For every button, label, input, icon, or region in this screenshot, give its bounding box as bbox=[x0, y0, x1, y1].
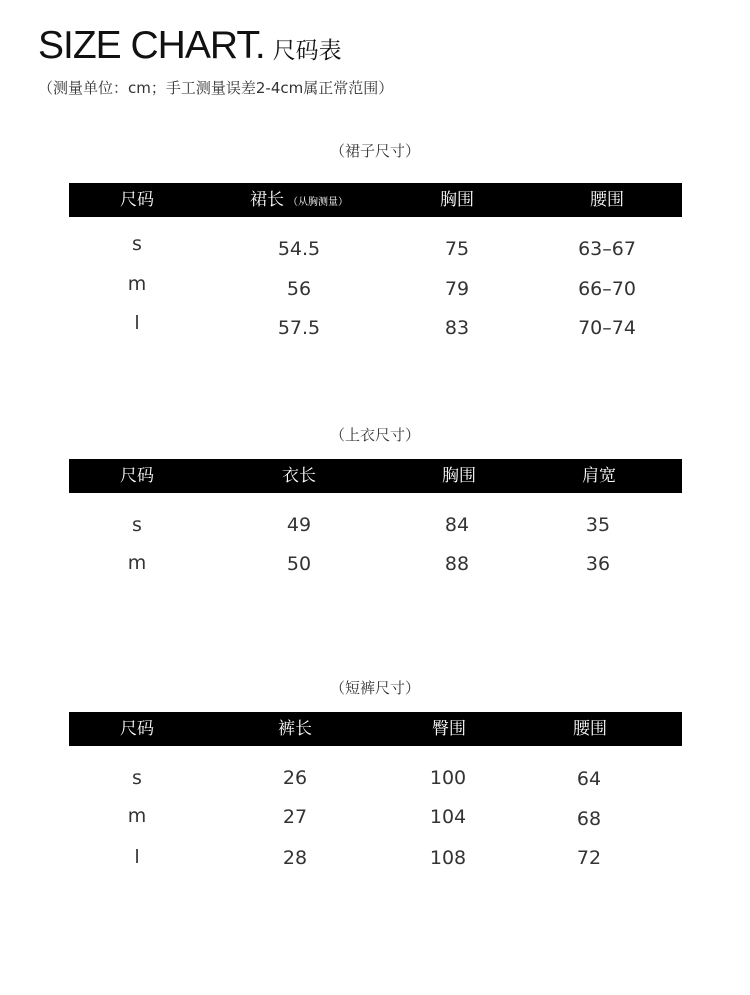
header-cell-bust: 胸围 bbox=[440, 190, 474, 210]
value-cell: 36 bbox=[585, 553, 611, 575]
header-cell-dress-length bbox=[250, 183, 348, 220]
value-cell: 35 bbox=[585, 514, 611, 536]
value-cell: 56 bbox=[286, 278, 312, 300]
value-cell: 63–67 bbox=[578, 238, 636, 260]
header-cell-shoulder: 肩宽 bbox=[582, 466, 616, 486]
shorts-table-header bbox=[69, 712, 682, 746]
header-cell-hip: 臀围 bbox=[432, 719, 466, 739]
value-cell: 83 bbox=[444, 317, 470, 339]
size-cell: m bbox=[127, 805, 147, 827]
page-title-row bbox=[38, 24, 342, 68]
header-cell-pants-length: 裤长 bbox=[278, 719, 312, 739]
value-cell: 104 bbox=[429, 806, 467, 828]
value-cell: 72 bbox=[576, 847, 602, 869]
top-table-header bbox=[69, 459, 682, 493]
measurement-note: （测量单位：cm；手工测量误差2-4cm属正常范围） bbox=[38, 79, 394, 97]
value-cell: 49 bbox=[286, 514, 312, 536]
dress-table-header bbox=[69, 183, 682, 217]
header-cell-size: 尺码 bbox=[120, 719, 154, 739]
header-cell-waist: 腰围 bbox=[590, 190, 624, 210]
size-cell: s bbox=[132, 233, 142, 255]
header-cell-size: 尺码 bbox=[120, 190, 154, 210]
size-cell: s bbox=[132, 514, 142, 536]
size-cell: m bbox=[127, 273, 147, 295]
value-cell: 79 bbox=[444, 278, 470, 300]
value-cell: 70–74 bbox=[578, 317, 636, 339]
header-cell-bust: 胸围 bbox=[442, 466, 476, 486]
size-cell: m bbox=[127, 552, 147, 574]
size-cell: s bbox=[132, 767, 142, 789]
value-cell: 100 bbox=[429, 767, 467, 789]
page-title-cn: 尺码表 bbox=[272, 38, 342, 64]
value-cell: 57.5 bbox=[277, 317, 321, 339]
value-cell: 26 bbox=[282, 767, 308, 789]
header-cell-length: 衣长 bbox=[282, 466, 316, 486]
shorts-table-title: （短裤尺寸） bbox=[329, 679, 420, 697]
value-cell: 66–70 bbox=[578, 278, 636, 300]
value-cell: 27 bbox=[282, 806, 308, 828]
top-table-title: （上衣尺寸） bbox=[329, 426, 420, 444]
header-note: （从胸测量） bbox=[288, 197, 348, 208]
value-cell: 108 bbox=[429, 847, 467, 869]
dress-table-title: （裙子尺寸） bbox=[329, 142, 420, 160]
value-cell: 68 bbox=[576, 808, 602, 830]
value-cell: 28 bbox=[282, 847, 308, 869]
value-cell: 88 bbox=[444, 553, 470, 575]
header-cell-waist: 腰围 bbox=[573, 719, 607, 739]
header-label: 裙长 bbox=[250, 190, 284, 210]
value-cell: 75 bbox=[444, 238, 470, 260]
header-cell-size: 尺码 bbox=[120, 466, 154, 486]
value-cell: 54.5 bbox=[277, 238, 321, 260]
value-cell: 50 bbox=[286, 553, 312, 575]
value-cell: 84 bbox=[444, 514, 470, 536]
size-cell: l bbox=[134, 846, 140, 868]
size-cell: l bbox=[134, 312, 140, 334]
value-cell: 64 bbox=[576, 768, 602, 790]
page-title: SIZE CHART. bbox=[38, 24, 265, 67]
